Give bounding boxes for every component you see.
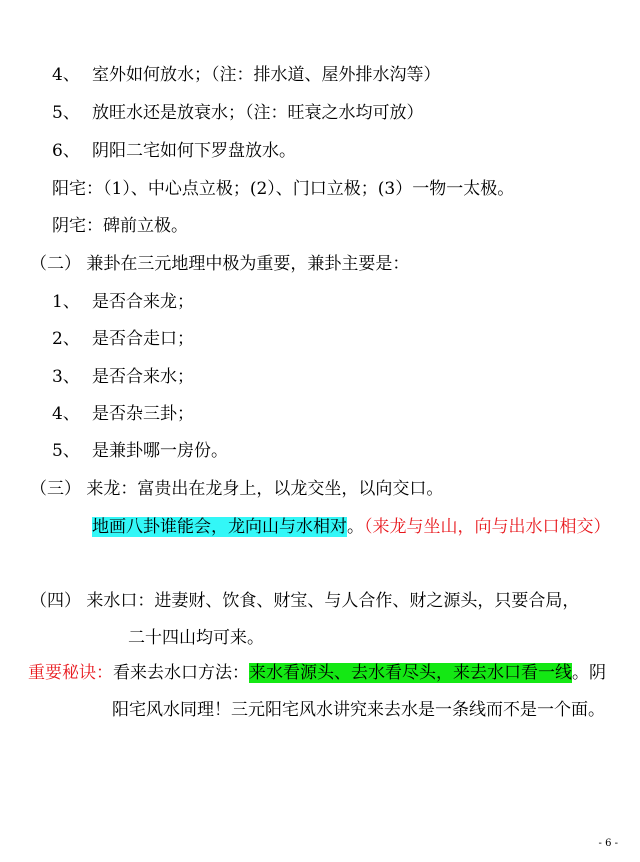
list-item <box>52 439 228 463</box>
list-text: 是否杂三卦； <box>92 404 194 424</box>
list-text: 是否合来龙； <box>92 292 194 312</box>
list-item <box>52 101 424 125</box>
secret-tip-continued: 阳宅风水同理！三元阳宅风水讲究来去水是一条线而不是一个面。 <box>112 700 605 720</box>
list-number: 1、 <box>52 292 80 312</box>
section-2-heading: （二） 兼卦在三元地理中极为重要，兼卦主要是： <box>30 254 410 274</box>
list-item <box>52 327 194 351</box>
cyan-highlight: 地画八卦谁能会，龙向山与水相对 <box>92 517 347 537</box>
secret-tip <box>28 661 606 685</box>
period: 。 <box>347 517 364 537</box>
list-text: 是否合来水； <box>92 367 194 387</box>
green-highlight: 来水看源头、去水看尽头，来去水口看一线 <box>249 663 572 683</box>
list-item <box>52 365 194 389</box>
section-4-heading: （四） 来水口：进妻财、饮食、财宝、与人合作、财之源头，只要合局， <box>30 591 580 611</box>
highlight-verse <box>92 515 611 539</box>
list-number: 3、 <box>52 367 80 387</box>
red-note: （来龙与坐山，向与出水口相交） <box>364 517 611 537</box>
list-number: 4、 <box>52 65 80 85</box>
secret-label: 重要秘诀： <box>28 663 113 683</box>
list-item <box>52 139 296 163</box>
list-item <box>52 402 194 426</box>
list-text: 阴阳二宅如何下罗盘放水。 <box>92 141 296 161</box>
list-number: 2、 <box>52 329 80 349</box>
list-number: 4、 <box>52 404 80 424</box>
list-item <box>52 63 441 87</box>
secret-text-end: 。阴 <box>572 663 606 683</box>
list-number: 5、 <box>52 441 80 461</box>
list-text: 放旺水还是放衰水；（注：旺衰之水均可放） <box>92 103 424 123</box>
yang-house-line: 阳宅：（1）、中心点立极；(2）、门口立极；(3）一物一太极。 <box>52 179 515 199</box>
page-number: - 6 - <box>598 838 618 849</box>
yin-house-line: 阴宅：碑前立极。 <box>52 216 188 236</box>
section-4-continued: 二十四山均可来。 <box>128 628 264 648</box>
secret-text: 看来去水口方法： <box>113 663 249 683</box>
list-text: 是兼卦哪一房份。 <box>92 441 228 461</box>
list-number: 5、 <box>52 103 80 123</box>
list-number: 6、 <box>52 141 80 161</box>
section-3-heading: （三） 来龙：富贵出在龙身上，以龙交坐，以向交口。 <box>30 479 444 499</box>
list-item <box>52 290 194 314</box>
list-text: 是否合走口； <box>92 329 194 349</box>
list-text: 室外如何放水；（注：排水道、屋外排水沟等） <box>92 65 441 85</box>
